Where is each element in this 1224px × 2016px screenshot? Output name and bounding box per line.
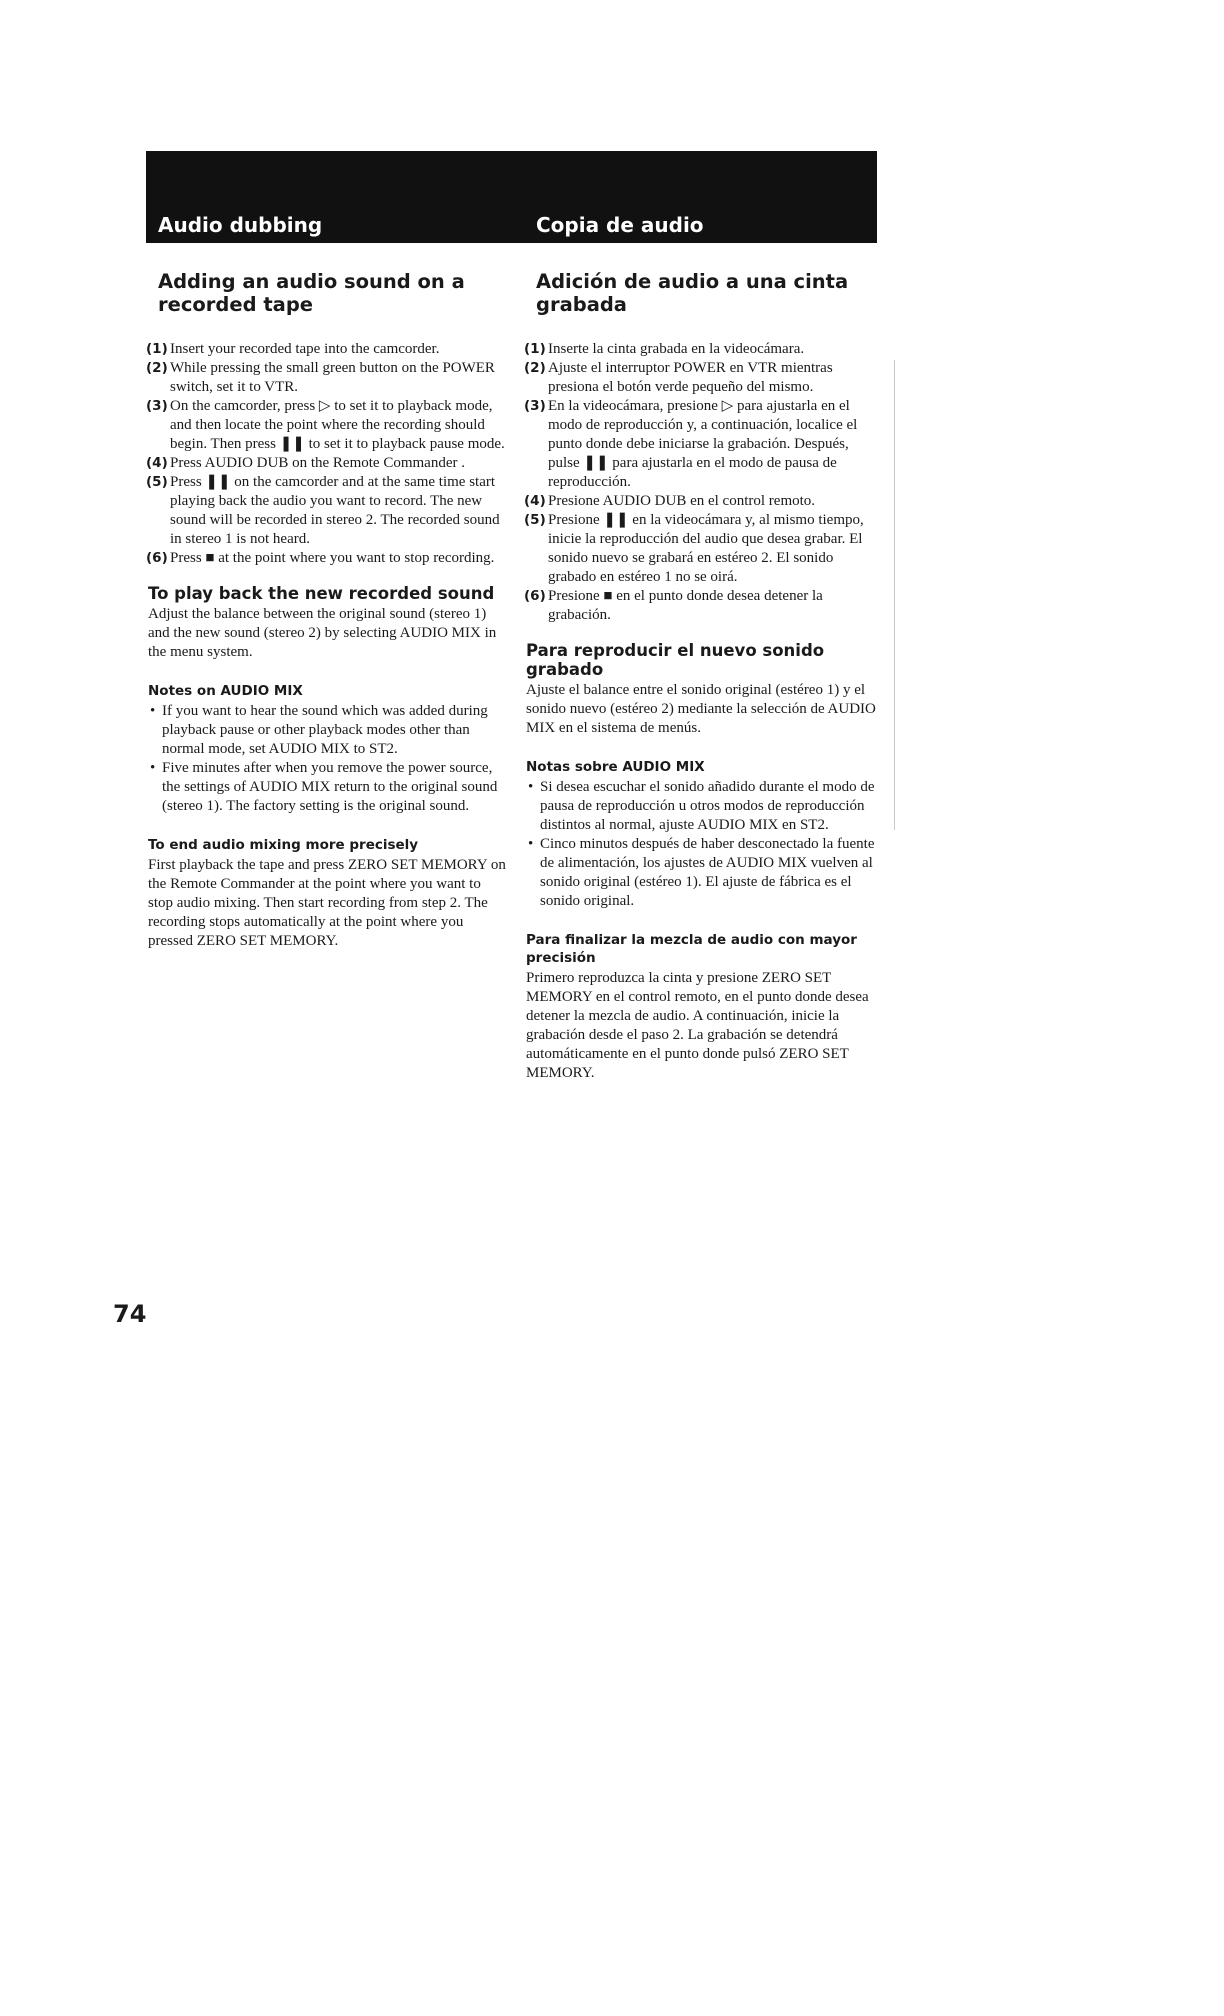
playback-text: Adjust the balance between the original sound (stereo 1) and the new sound (stereo 2) by selecting AUDIO MIX in the menu system. xyxy=(148,606,497,660)
step-text: En la videocámara, presione ▷ para ajustarla en el modo de reproducción y, a continuación, localice el punto donde debe iniciarse la grabación. Después, pulse ❚❚ para ajustarla en el modo de pausa de reproducción. xyxy=(548,398,858,490)
step-number: (5) xyxy=(146,474,168,490)
step-item xyxy=(524,340,884,359)
step-item xyxy=(524,359,884,397)
steps-list xyxy=(524,340,884,625)
notes-list xyxy=(524,778,884,911)
step-item xyxy=(146,454,506,473)
step-text: Press ■ at the point where you want to stop recording. xyxy=(170,550,495,566)
step-item xyxy=(146,473,506,549)
note-item: • Cinco minutos después de haber desconectado la fuente de alimentación, los ajustes de AUDIO MIX vuelven al sonido original (estéreo 1). El ajuste de fábrica es el sonido original. xyxy=(526,835,884,911)
playback-text: Ajuste el balance entre el sonido original (estéreo 1) y el sonido nuevo (estéreo 2) mediante la selección de AUDIO MIX en el sistema de menús. xyxy=(526,682,876,736)
header-title-spanish: Copia de audio xyxy=(536,213,704,237)
note-item: • Si desea escuchar el sonido añadido durante el modo de pausa de reproducción u otros modos de reproducción distintos al normal, ajuste AUDIO MIX en ST2. xyxy=(526,778,884,835)
step-text: Inserte la cinta grabada en la videocámara. xyxy=(548,341,805,357)
section-title: Adición de audio a una cinta grabada xyxy=(536,270,849,316)
step-item xyxy=(524,587,884,625)
step-item xyxy=(146,397,506,454)
end-mixing-title: Para finalizar la mezcla de audio con mayor precisión xyxy=(526,932,857,966)
playback-title: Para reproducir el nuevo sonido grabado xyxy=(526,641,825,679)
end-mixing-title: To end audio mixing more precisely xyxy=(148,837,419,853)
steps-list xyxy=(146,340,506,568)
note-item: • Five minutes after when you remove the power source, the settings of AUDIO MIX return to the original sound (stereo 1). The factory setting is the original sound. xyxy=(148,759,506,816)
step-item xyxy=(146,549,506,568)
notes-title: Notas sobre AUDIO MIX xyxy=(526,759,705,775)
english-column xyxy=(146,270,506,951)
step-number: (6) xyxy=(146,550,168,566)
step-text: Presione ❚❚ en la videocámara y, al mismo tiempo, inicie la reproducción del audio que desea grabar. El sonido nuevo se grabará en estéreo 2. El sonido grabado en estéreo 1 no se oirá. xyxy=(548,512,864,585)
step-item xyxy=(524,511,884,587)
step-number: (2) xyxy=(524,360,546,376)
step-text: Ajuste el interruptor POWER en VTR mientras presiona el botón verde pequeño del mismo. xyxy=(548,360,833,395)
step-text: Insert your recorded tape into the camcorder. xyxy=(170,341,440,357)
note-item: • If you want to hear the sound which was added during playback pause or other playback modes other than normal mode, set AUDIO MIX to ST2. xyxy=(148,702,506,759)
notes-title: Notes on AUDIO MIX xyxy=(148,683,303,699)
playback-title: To play back the new recorded sound xyxy=(148,584,495,603)
step-number: (1) xyxy=(524,341,546,357)
step-item xyxy=(524,492,884,511)
spanish-column xyxy=(524,270,884,1083)
notes-list xyxy=(146,702,506,816)
step-number: (6) xyxy=(524,588,546,604)
step-number: (3) xyxy=(146,398,168,414)
header-title-english: Audio dubbing xyxy=(158,213,323,237)
step-number: (1) xyxy=(146,341,168,357)
step-text: Presione ■ en el punto donde desea detener la grabación. xyxy=(548,588,823,623)
end-mixing-text: First playback the tape and press ZERO SET MEMORY on the Remote Commander at the point where you want to stop audio mixing. Then start recording from step 2. The recording stops automatically at the point where you pressed ZERO SET MEMORY. xyxy=(148,857,506,949)
step-text: While pressing the small green button on the POWER switch, set it to VTR. xyxy=(170,360,495,395)
header-bar xyxy=(146,151,877,243)
step-number: (5) xyxy=(524,512,546,528)
margin-rule xyxy=(894,360,895,830)
step-text: Press ❚❚ on the camcorder and at the same time start playing back the audio you want to record. The new sound will be recorded in stereo 2. The recorded sound in stereo 1 is not heard. xyxy=(170,474,500,547)
step-number: (4) xyxy=(524,493,546,509)
step-number: (3) xyxy=(524,398,546,414)
end-mixing-text: Primero reproduzca la cinta y presione ZERO SET MEMORY en el control remoto, en el punto donde desea detener la mezcla de audio. A continuación, inicie la grabación desde el paso 2. La grabación se detendrá automáticamente en el punto donde pulsó ZERO SET MEMORY. xyxy=(526,970,869,1081)
step-number: (2) xyxy=(146,360,168,376)
step-text: Press AUDIO DUB on the Remote Commander . xyxy=(170,455,465,471)
step-item xyxy=(146,359,506,397)
section-title: Adding an audio sound on a recorded tape xyxy=(158,270,465,316)
step-text: Presione AUDIO DUB en el control remoto. xyxy=(548,493,816,509)
step-number: (4) xyxy=(146,455,168,471)
step-item xyxy=(146,340,506,359)
step-item xyxy=(524,397,884,492)
step-text: On the camcorder, press ▷ to set it to playback mode, and then locate the point where the recording should begin. Then press ❚❚ to set it to playback pause mode. xyxy=(170,398,505,452)
page-number: 74 xyxy=(113,1300,147,1328)
